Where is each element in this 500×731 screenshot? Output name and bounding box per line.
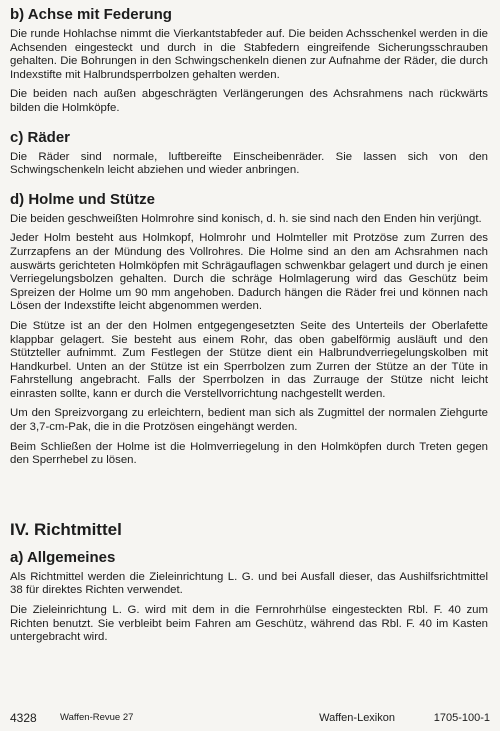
section-holme-und-stuetze bbox=[10, 191, 488, 468]
lexicon-title: Waffen-Lexikon bbox=[319, 712, 395, 724]
paragraph: Die Räder sind normale, luftbereifte Einscheibenräder. Sie lassen sich von den Schwingschenkeln leicht abziehen und wieder anbringen. bbox=[10, 150, 488, 177]
paragraph: Die Stütze ist an der den Holmen entgegengesetzten Seite des Unterteils der Oberlafette klappbar gelagert. Sie besteht aus einem Rohr, das oben gabelförmig ausläuft und den Stützteller aufnimmt. Zum Festlegen der Stütze dient ein Halbrundverriegelungskolben mit Handkurbel. Unten an der Stütze ist ein Sperrbolzen zum Zurren der Stütze an der Tüte in Fahrstellung angebracht. Falls der Sperrbolzen in das Zurrauge der Stütze nicht leicht einrasten sollte, kann er durch die Verstellvorrichtung nachgestellt werden. bbox=[10, 319, 488, 400]
spacer bbox=[10, 474, 488, 520]
section-achse-mit-federung bbox=[10, 6, 488, 116]
paragraph: Die beiden nach außen abgeschrägten Verlängerungen des Achsrahmens nach rückwärts bilden die Holmköpfe. bbox=[10, 88, 488, 114]
paragraph: Um den Spreizvorgang zu erleichtern, bedient man sich als Zugmittel der normalen Ziehgurte der 3,7-cm-Pak, die in die Protzösen eingehängt werden. bbox=[10, 407, 488, 434]
magazine-issue: Waffen-Revue 27 bbox=[60, 712, 134, 723]
paragraph: Die Zieleinrichtung L. G. wird mit dem in die Fernrohrhülse eingesteckten Rbl. F. 40 zum Richten benutzt. Sie verbleibt beim Fahren am Geschütz, während das Rbl. F. 40 im Kasten untergebracht wird. bbox=[10, 604, 488, 644]
spacer bbox=[10, 122, 488, 129]
page-content bbox=[10, 6, 488, 651]
page-footer bbox=[10, 710, 490, 726]
paragraph: Beim Schließen der Holme ist die Holmverriegelung in den Holmköpfen durch Treten gegen den Sperrhebel zu lösen. bbox=[10, 440, 488, 467]
section-richtmittel bbox=[10, 520, 488, 645]
section-raeder bbox=[10, 129, 488, 178]
paragraph: Die runde Hohlachse nimmt die Vierkantstabfeder auf. Die beiden Achsschenkel werden in die Achsenden eingesteckt und durch in die Stabfedern eingreifende Sicherungsschrauben gehalten. Die Bohrungen in den Schwingschenkeln dienen zur Aufnahme der Räder, die durch Indexstifte mit Halbrundsperrbolzen gehalten werden. bbox=[10, 28, 488, 81]
paragraph: Die beiden geschweißten Holmrohre sind konisch, d. h. sie sind nach den Enden hin verjüngt. bbox=[10, 212, 482, 225]
paragraph: Als Richtmittel werden die Zieleinrichtung L. G. und bei Ausfall dieser, das Aushilfsrichtmittel 38 für direktes Richten verwendet. bbox=[10, 570, 488, 597]
spacer bbox=[10, 184, 488, 191]
section-heading: d) Holme und Stütze bbox=[10, 190, 155, 208]
paragraph: Jeder Holm besteht aus Holmkopf, Holmrohr und Holmteller mit Protzöse zum Zurren des Zurrzapfens an der Mündung des Vollrohres. Die Holme sind an den am Achsrahmen nach auswärts gerichteten Holmköpfen mit Schrägauflagen schwenkbar gelagert und durch je einen Verriegelungsbolzen gehalten. Durch die schräge Holmlagerung wird das Geschütz beim Spreizen der Holme um 90 mm angehoben. Dadurch hängen die Räder frei und können nach Lösen der Indexstifte leicht abgenommen werden. bbox=[10, 232, 488, 313]
section-heading: a) Allgemeines bbox=[10, 548, 116, 566]
section-heading: b) Achse mit Federung bbox=[10, 6, 172, 23]
chapter-heading: IV. Richtmittel bbox=[10, 519, 122, 539]
page-number: 4328 bbox=[10, 711, 37, 725]
lexicon-code: 1705-100-1 bbox=[433, 712, 490, 724]
section-heading: c) Räder bbox=[10, 128, 71, 146]
